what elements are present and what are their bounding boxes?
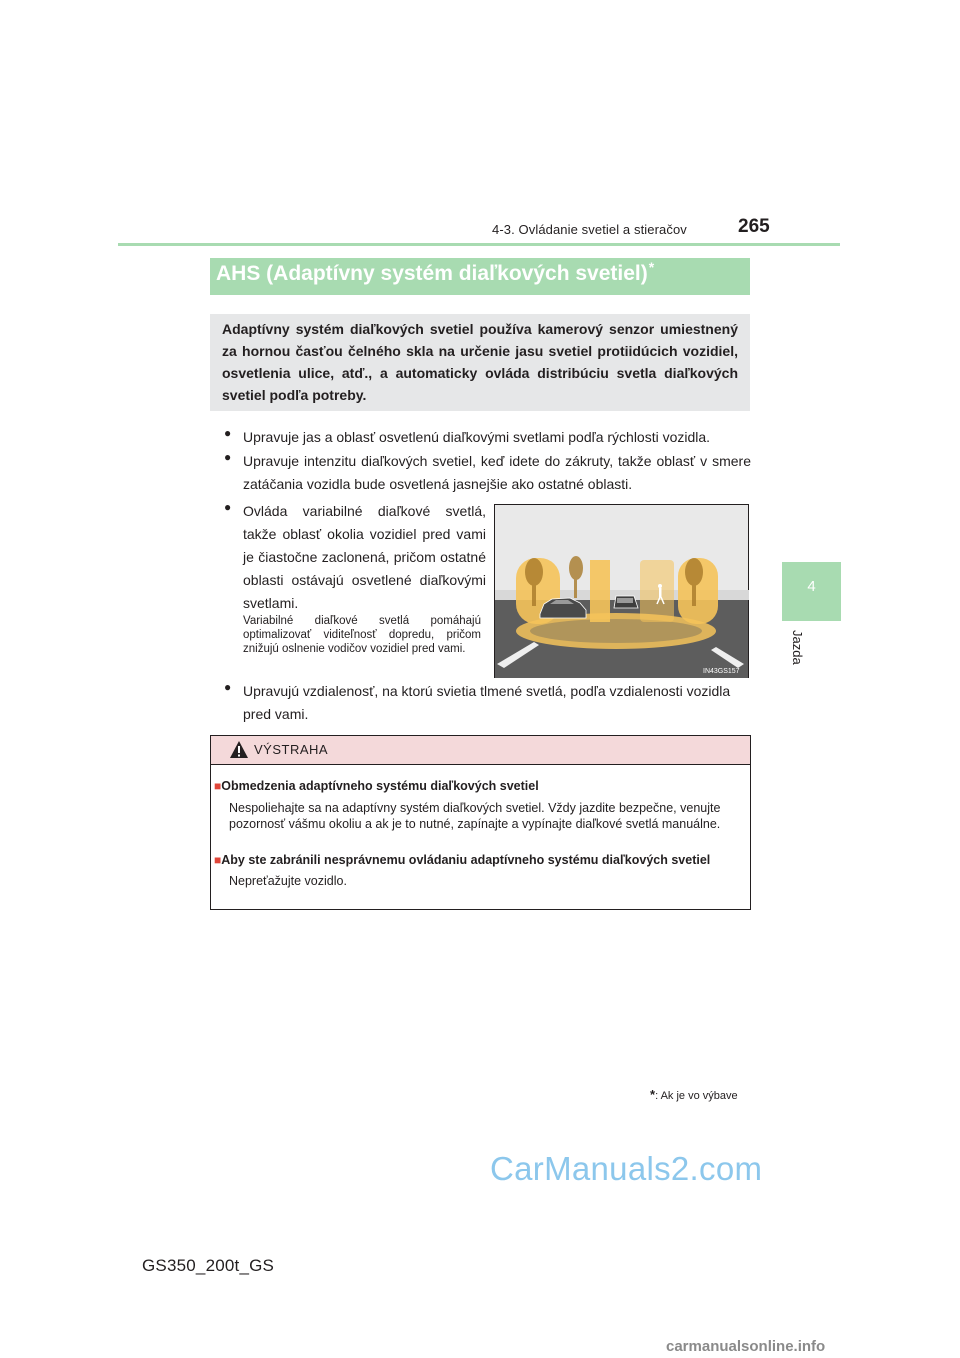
warning-title: VÝSTRAHA bbox=[254, 742, 329, 757]
chapter-tab-label-text: Jazda bbox=[790, 630, 805, 665]
watermark: CarManuals2.com bbox=[490, 1150, 763, 1187]
page-title bbox=[216, 259, 655, 286]
warning-item-2-text: Nepreťažujte vozidlo. bbox=[229, 874, 347, 888]
low-beam-inner bbox=[530, 619, 702, 643]
title-footnote-star: * bbox=[648, 259, 655, 275]
bullet-text-2: Upravuje intenzitu diaľkových svetiel, keď idete do zákruty, takže oblasť v smere zatáčania vozidla bude osvetlená jasnejšie ako ostatné oblasti. bbox=[243, 453, 751, 492]
warning-item-2-heading bbox=[214, 853, 710, 867]
square-bullet-icon: ■ bbox=[214, 779, 222, 793]
bullet-text-4: Upravujú vzdialenosť, na ktorú svietia tlmené svetlá, podľa vzdialenosti vozidla pred vami. bbox=[243, 683, 731, 722]
page-title-text: AHS (Adaptívny systém diaľkových svetiel) bbox=[216, 262, 648, 285]
preceding-car bbox=[614, 596, 638, 608]
warning-item-1-heading bbox=[214, 779, 539, 793]
warning-item-1-heading-text: Obmedzenia adaptívneho systému diaľkových svetiel bbox=[221, 779, 539, 793]
page-number: 265 bbox=[738, 216, 770, 237]
bullet-text-3: Ovláda variabilné diaľkové svetlá, takže oblasť okolia vozidiel pred vami je čiastočne zaclonená, pričom ostatné oblasti ostávajú osvetlené diaľkovými svetlami. bbox=[243, 503, 486, 611]
beam-center-right bbox=[640, 560, 674, 622]
headlight-illustration bbox=[494, 504, 749, 678]
chapter-tab-label bbox=[785, 630, 805, 674]
bullet-dot: ● bbox=[224, 500, 232, 514]
bullet-text-1: Upravuje jas a oblasť osvetlenú diaľkovými svetlami podľa rýchlosti vozidla. bbox=[243, 429, 711, 445]
bullet-dot: ● bbox=[224, 680, 232, 694]
intro-text: Adaptívny systém diaľkových svetiel používa kamerový senzor umiestnený za hornou časťou čelného skla na určenie jasu svetiel protiidúcich vozidiel, osvetlenia ulice, atď., a automaticky ovláda distribúciu svetla diaľkových svetiel podľa potreby. bbox=[222, 321, 738, 403]
header-rule bbox=[118, 243, 840, 246]
model-code: GS350_200t_GS bbox=[142, 1256, 275, 1275]
warning-triangle-icon bbox=[229, 740, 249, 759]
beam-center bbox=[590, 560, 610, 622]
footnote bbox=[650, 1087, 738, 1102]
warning-item-1-text: Nespoliehajte sa na adaptívny systém diaľkových svetiel. Vždy jazdite bezpečne, venujte pozornosť vášmu okoliu a ak je to nutné, zapínajte a vypínajte diaľkové svetlá manuálne. bbox=[229, 801, 721, 831]
warning-item-2-heading-text: Aby ste zabránili nesprávnemu ovládaniu adaptívneho systému diaľkových svetiel bbox=[221, 853, 711, 867]
illustration-code: IN43GS157 bbox=[703, 668, 740, 675]
section-heading: 4-3. Ovládanie svetiel a stieračov bbox=[492, 222, 687, 237]
illustration-caption: Variabilné diaľkové svetlá pomáhajú optimalizovať viditeľnosť dopredu, pričom znižujú oslnenie vodičov vozidiel pred vami. bbox=[243, 615, 481, 655]
bullet-dot: ● bbox=[224, 426, 232, 440]
footnote-star: * bbox=[650, 1087, 656, 1102]
square-bullet-icon: ■ bbox=[214, 853, 222, 867]
bullet-dot: ● bbox=[224, 450, 232, 464]
site-watermark: carmanualsonline.info bbox=[666, 1338, 826, 1355]
chapter-tab-number: 4 bbox=[807, 578, 816, 595]
footnote-text: : Ak je vo výbave bbox=[655, 1090, 738, 1102]
